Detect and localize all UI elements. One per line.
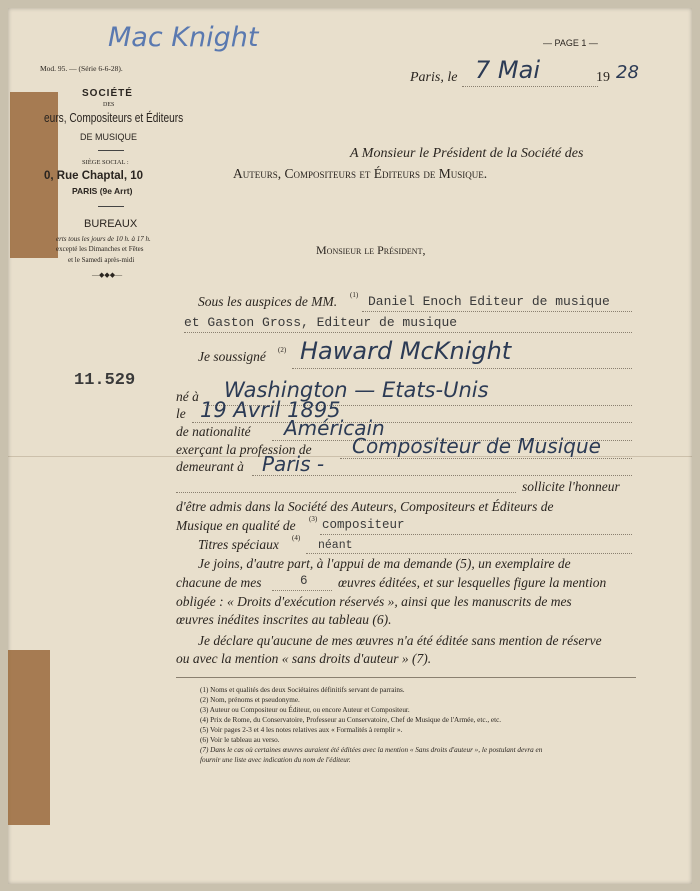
society-name: SOCIÉTÉ [82,88,133,99]
declaration-line-2: ou avec la mention « sans droits d'auteur » (7). [176,651,432,666]
titres-label: Titres spéciaux [198,537,279,552]
ornament: —◆◆◆— [92,271,123,279]
addressee-line-1: A Monsieur le Président de la Société des [350,146,584,161]
sponsors-label: Sous les auspices de MM. [198,294,338,309]
profession-value: Compositeur de Musique [352,434,601,458]
works-count: 6 [300,574,308,588]
joins-line-2b: œuvres éditées, et sur lesquelles figure la mention [338,575,607,590]
footnote-4: (4) Prix de Rome, du Conservatoire, Professeur au Conservatoire, Chef de Musique de l'Armée, etc., etc. [200,716,502,724]
form-model: Mod. 95. — (Série 6-6-28). [40,64,123,73]
titres-value: néant [318,539,353,552]
residence-label: demeurant à [176,459,244,474]
birthdate-label: le [176,406,186,421]
divider [98,206,124,207]
qualite-value: compositeur [322,518,405,532]
footnote-7: (7) Dans le cas où certaines œuvres auraient été éditées avec la mention « Sans droits d'auteur », le postulant devra en [200,746,543,754]
declaration-line-1: Je déclare qu'aucune de mes œuvres n'a été éditée sans mention de réserve [198,633,602,648]
nationality-value: Américain [284,416,385,440]
admission-line-1: d'être admis dans la Société des Auteurs, Compositeurs et Éditeurs de [176,499,554,514]
joins-line-2a: chacune de mes [176,575,262,590]
sollicite-text: sollicite l'honneur [522,479,620,494]
sponsors-line-2: et Gaston Gross, Editeur de musique [184,315,458,330]
footnote-1: (1) Noms et qualités des deux Sociétaires définitifs servant de parrains. [200,686,405,694]
qualite-rule [320,534,632,535]
sponsors-note: (1) [350,291,359,299]
residence-rule-1 [252,475,632,476]
addressee-line-2: Auteurs, Compositeurs et Éditeurs de Musique. [233,166,488,181]
siege-address: 0, Rue Chaptal, 10 [44,170,144,182]
member-number: 11.529 [74,371,136,390]
birthdate-rule [192,422,632,423]
joins-line-3: obligée : « Droits d'exécution réservés », ainsi que les manuscrits de mes [176,594,572,609]
residence-value: Paris - [262,452,325,476]
date-day-month: 7 Mai [475,56,540,84]
annotation-top: Mac Knight [108,22,259,53]
sponsors-rule-1 [362,311,632,312]
date-prefix: Paris, le [410,70,458,85]
nationality-label: de nationalité [176,424,251,439]
footnote-5: (5) Voir pages 2-3 et 4 les notes relatives aux « Formalités à remplir ». [200,726,403,734]
birthplace-label: né à [176,389,199,404]
office-hours-2: excepté les Dimanches et Fêtes [56,245,144,253]
admission-line-2: Musique en qualité de [176,518,296,533]
residence-rule-2 [176,492,516,493]
tape-bottom-left [8,650,50,825]
society-des: DES [103,102,115,108]
footnote-separator [176,677,636,678]
soussigne-label: Je soussigné [198,349,266,364]
office-hours-1: erts tous les jours de 10 h. à 17 h. [56,235,151,243]
name-rule [292,368,632,369]
titres-rule [306,553,632,554]
society-name-2: eurs, Compositeurs et Éditeurs [44,110,184,125]
siege-city: PARIS (9e Arrt) [72,186,133,196]
salutation: Monsieur le Président, [316,243,426,257]
society-name-3: DE MUSIQUE [80,132,138,142]
date-rule [462,86,598,87]
office-hours-3: et le Samedi après-midi [68,256,135,264]
sponsors-rule-2 [184,332,632,333]
page-label: — PAGE 1 — [543,38,598,48]
soussigne-note: (2) [278,346,287,354]
bureaux-label: BUREAUX [84,218,138,230]
joins-line-1: Je joins, d'autre part, à l'appui de ma demande (5), un exemplaire de [198,556,571,571]
date-year-prefix: 19 [596,70,610,85]
sponsors-line-1: Daniel Enoch Editeur de musique [368,294,610,309]
footnote-3: (3) Auteur ou Compositeur ou Éditeur, ou encore Auteur et Compositeur. [200,706,410,714]
birthplace-value: Washington — Etats-Unis [224,378,489,402]
divider [98,150,124,151]
profession-label: exerçant la profession de [176,442,312,457]
date-year-suffix: 28 [616,62,639,83]
footnote-6: (6) Voir le tableau au verso. [200,736,280,744]
birthdate-value: 19 Avril 1895 [200,398,341,422]
joins-line-4: œuvres inédites inscrites au tableau (6). [176,612,392,627]
footnote-2: (2) Nom, prénoms et pseudonyme. [200,696,300,704]
titres-note: (4) [292,534,301,542]
siege-label: SIÈGE SOCIAL : [82,159,129,166]
works-count-rule [272,590,332,591]
profession-rule [340,458,632,459]
applicant-name: Haward McKnight [300,337,512,365]
footnote-7-cont: fournir une liste avec indication du nom de l'éditeur. [200,756,351,764]
qualite-note: (3) [309,515,318,523]
